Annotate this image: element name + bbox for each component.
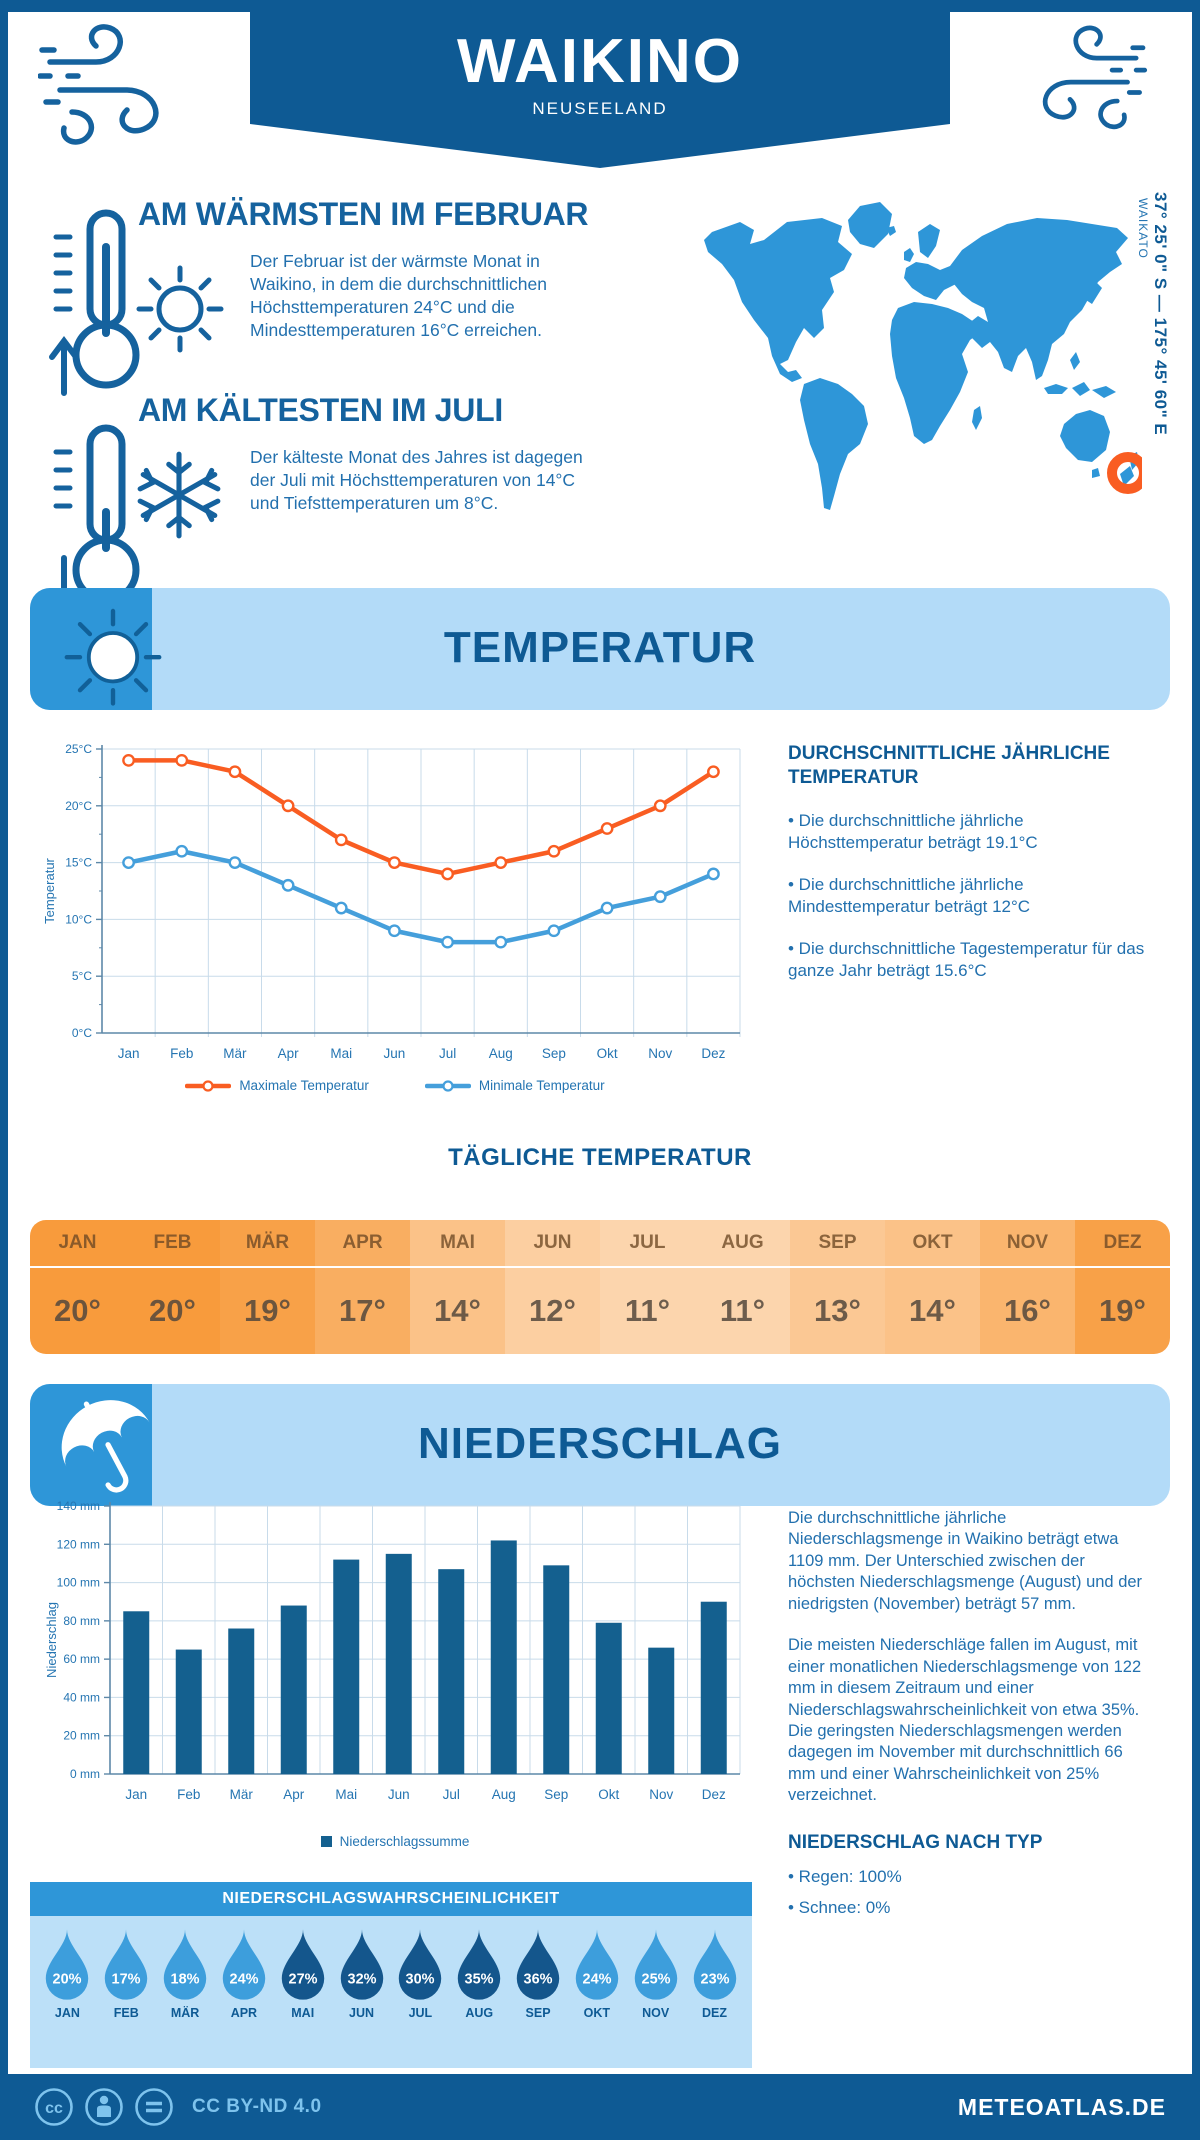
svg-text:80 mm: 80 mm [63,1613,100,1628]
wind-icon [38,20,188,148]
droplet-month-label: FEB [113,2006,139,2020]
svg-text:Apr: Apr [283,1787,305,1802]
svg-text:20°C: 20°C [65,798,92,813]
precipitation-probability-panel [30,1916,752,2068]
droplet-month-label: APR [230,2006,258,2020]
map-north-america [704,218,852,382]
droplet-cell [216,1926,272,2020]
droplet-month-label: OKT [583,2006,611,2020]
world-map [692,192,1142,542]
svg-text:Mai: Mai [330,1046,353,1061]
page-title: WAIKINO [456,27,744,96]
droplet-icon [40,1926,94,2002]
cc-icons [34,2087,322,2127]
svg-text:Aug: Aug [491,1787,516,1802]
map-madagascar [972,406,982,430]
daily-temp-value: 16° [1004,1293,1051,1328]
svg-text:24%: 24% [582,1971,612,1988]
droplet-cell [39,1926,95,2020]
precipitation-section-banner [30,1384,1170,1506]
svg-text:Feb: Feb [177,1787,201,1802]
daily-temp-column [600,1220,695,1354]
svg-text:35%: 35% [464,1971,494,1988]
thermometer-up-icon [46,205,141,400]
droplet-cell [98,1926,154,2020]
svg-text:Mär: Mär [229,1787,253,1802]
map-australia [1060,410,1110,462]
site-name: METEOATLAS.DE [957,2093,1166,2120]
page-subtitle: NEUSEELAND [532,99,668,118]
svg-text:Jun: Jun [387,1787,410,1802]
svg-text:23%: 23% [700,1971,729,1988]
droplet-cell [334,1926,390,2020]
precipitation-type-bullet: • Regen: 100% [788,1867,902,1887]
daily-temp-column [980,1220,1075,1354]
droplet-cell [392,1926,448,2020]
precipitation-by-type-heading: NIEDERSCHLAG NACH TYP [788,1831,1043,1853]
map-tasmania [1092,468,1100,478]
svg-text:32%: 32% [347,1971,377,1988]
droplet-cell [510,1926,566,2020]
region-text: WAIKATO [1136,198,1150,259]
daily-temp-column [695,1220,790,1354]
daily-temp-column [125,1220,220,1354]
precipitation-probability-header: NIEDERSCHLAGSWAHRSCHEINLICHKEIT [30,1882,752,1916]
svg-text:30%: 30% [405,1971,435,1988]
thermometer-down-icon [46,420,141,615]
legend-item: Minimale Temperatur [425,1078,605,1093]
daily-temp-month: SEP [790,1220,885,1268]
daily-temp-value: 11° [719,1293,766,1328]
svg-text:25°C: 25°C [65,742,92,756]
wind-icon [1012,22,1152,132]
page-frame-left [0,0,8,2140]
svg-text:140 mm: 140 mm [56,1499,100,1513]
daily-temp-month: DEZ [1075,1220,1170,1268]
droplet-cell [687,1926,743,2020]
droplet-icon [99,1926,153,2002]
precipitation-chart-legend [40,1834,750,1849]
svg-text:20%: 20% [52,1971,82,1988]
svg-text:Okt: Okt [598,1787,620,1802]
precipitation-paragraph: Die durchschnittliche jährliche Niederschlagsmenge in Waikino beträgt etwa 1109 mm. Der Unterschied zwischen der höchsten Niederschlagsmenge (August) und der niedrigsten (November) beträgt 57 mm. [788,1509,1143,1613]
droplet-month-label: SEP [525,2006,551,2020]
daily-temp-value: 12° [529,1293,576,1328]
droplet-month-label: JUN [349,2006,375,2020]
svg-text:Mai: Mai [335,1787,358,1802]
map-borneo [1072,382,1090,396]
svg-text:Jan: Jan [117,1046,140,1061]
daily-temp-value: 20° [149,1293,196,1328]
svg-text:100 mm: 100 mm [56,1575,100,1590]
coldest-body: Der kälteste Monat des Jahres ist dagegen der Juli mit Höchsttemperaturen von 14°C und Tiefsttemperaturen um 8°C. [250,447,583,514]
droplet-icon [217,1926,271,2002]
svg-text:Mär: Mär [223,1046,247,1061]
daily-temp-month: OKT [885,1220,980,1268]
map-africa [890,302,978,444]
droplet-icon [393,1926,447,2002]
droplet-cell [569,1926,625,2020]
temperature-chart-legend [40,1078,750,1093]
svg-text:Jul: Jul [438,1046,457,1061]
svg-text:Nov: Nov [649,1787,674,1802]
daily-temp-column [1075,1220,1170,1354]
svg-text:17%: 17% [111,1971,141,1988]
coldest-heading: AM KÄLTESTEN IM JULI [138,392,503,428]
droplet-icon [276,1926,330,2002]
droplet-icon [570,1926,624,2002]
cc-nd-icon [134,2087,174,2127]
svg-text:27%: 27% [288,1971,318,1988]
droplet-cell [275,1926,331,2020]
temperature-section-title: TEMPERATUR [443,623,757,672]
svg-text:60 mm: 60 mm [63,1652,100,1667]
droplet-month-label: MÄR [170,2006,200,2020]
precipitation-chart [40,1492,750,1822]
sun-icon [130,256,230,356]
map-coordinates-block [1136,192,1170,542]
daily-temp-month: AUG [695,1220,790,1268]
svg-text:Sep: Sep [541,1046,566,1061]
footer [0,2074,1200,2140]
svg-text:25%: 25% [641,1971,671,1988]
temperature-chart [40,733,750,1085]
droplet-month-label: MAI [291,2006,315,2020]
annual-temperature-bullet: • Die durchschnittliche jährliche Höchsttemperatur beträgt 19.1°C [788,810,1038,852]
annual-temperature-panel [788,742,1148,982]
daily-temp-value: 17° [339,1293,386,1328]
map-indonesia [1044,384,1068,394]
warmest-heading: AM WÄRMSTEN IM FEBRUAR [138,196,589,232]
svg-text:Apr: Apr [277,1046,299,1061]
svg-text:Nov: Nov [648,1046,673,1061]
svg-text:Dez: Dez [701,1787,726,1802]
warmest-body: Der Februar ist der wärmste Monat in Waikino, in dem die durchschnittlichen Höchsttemperaturen 24°C und die Mindesttemperaturen 16°C erreichen. [250,251,547,341]
droplet-icon [688,1926,742,2002]
droplet-month-label: NOV [642,2006,670,2020]
svg-text:40 mm: 40 mm [63,1690,100,1705]
legend-item: Niederschlagssumme [321,1834,470,1849]
daily-temp-month: NOV [980,1220,1075,1268]
map-uk [904,248,914,262]
temperature-section-banner [30,588,1170,710]
page-frame-right [1192,0,1200,2140]
daily-temp-value: 11° [624,1293,671,1328]
daily-temp-column [30,1220,125,1354]
svg-text:Dez: Dez [701,1046,726,1061]
daily-temp-value: 19° [1099,1293,1146,1328]
daily-temp-month: MAI [410,1220,505,1268]
svg-text:cc: cc [45,2100,63,2117]
daily-temp-column [220,1220,315,1354]
svg-text:0 mm: 0 mm [70,1767,100,1781]
svg-text:5°C: 5°C [71,969,92,984]
daily-temp-month: MÄR [220,1220,315,1268]
daily-temp-value: 13° [814,1293,861,1328]
daily-temp-value: 14° [434,1293,481,1328]
svg-text:18%: 18% [170,1971,200,1988]
daily-temp-column [315,1220,410,1354]
map-asia [948,218,1128,380]
droplet-month-label: JAN [54,2006,80,2020]
svg-text:120 mm: 120 mm [56,1537,100,1552]
droplet-icon [629,1926,683,2002]
precipitation-type-bullet: • Schnee: 0% [788,1897,891,1917]
svg-text:Jul: Jul [442,1787,460,1802]
daily-temp-value: 20° [54,1293,101,1328]
daily-temperature-table [30,1220,1170,1354]
svg-text:Jun: Jun [383,1046,406,1061]
droplet-cell [628,1926,684,2020]
legend-item: Maximale Temperatur [185,1078,369,1093]
daily-temp-column [885,1220,980,1354]
daily-temp-column [790,1220,885,1354]
droplet-month-label: AUG [465,2006,494,2020]
daily-temp-column [410,1220,505,1354]
page-frame-top [0,0,1200,12]
svg-text:20 mm: 20 mm [63,1728,100,1743]
svg-text:15°C: 15°C [65,855,92,870]
daily-temp-month: JUL [600,1220,695,1268]
droplet-month-label: DEZ [702,2006,728,2020]
svg-text:Okt: Okt [596,1046,618,1061]
map-new-guinea [1092,386,1116,398]
annual-temperature-heading: DURCHSCHNITTLICHE JÄHRLICHE TEMPERATUR [788,743,1110,788]
droplet-cell [451,1926,507,2020]
snowflake-icon [132,448,226,542]
svg-text:Sep: Sep [544,1787,569,1802]
svg-text:0°C: 0°C [71,1026,92,1040]
cc-icon [34,2087,74,2127]
daily-temp-month: APR [315,1220,410,1268]
droplet-icon [158,1926,212,2002]
precipitation-text-panel [788,1508,1148,1919]
map-philippines [1070,352,1080,370]
svg-text:24%: 24% [229,1971,259,1988]
svg-text:Feb: Feb [170,1046,194,1061]
daily-temp-value: 19° [244,1293,291,1328]
coordinates-text: 37° 25' 0" S — 175° 45' 60" E [1151,192,1170,436]
daily-temp-month: FEB [125,1220,220,1268]
daily-temp-value: 14° [909,1293,956,1328]
cc-by-icon [84,2087,124,2127]
license-text: CC BY-ND 4.0 [192,2096,322,2117]
droplet-cell [157,1926,213,2020]
droplet-icon [335,1926,389,2002]
svg-text:Niederschlag: Niederschlag [44,1602,59,1678]
precipitation-paragraph: Die meisten Niederschläge fallen im August, mit einer monatlichen Niederschlagsmenge von 122 mm in diesem Zeitraum und einer Niederschlagswahrscheinlichkeit von etwa 35%. Die geringsten Niederschlagsmengen werden dagegen im November mit durchschnittlich 66 mm und einer Wahrscheinlichkeit von 25% verzeichnet. [788,1636,1142,1805]
svg-text:10°C: 10°C [65,912,92,927]
precipitation-section-title: NIEDERSCHLAG [417,1419,783,1468]
header-banner [250,12,950,124]
daily-temp-month: JAN [30,1220,125,1268]
droplet-month-label: JUL [408,2006,433,2020]
map-greenland [848,202,892,248]
annual-temperature-bullet: • Die durchschnittliche jährliche Mindesttemperatur beträgt 12°C [788,874,1031,916]
droplet-icon [511,1926,565,2002]
daily-temp-month: JUN [505,1220,600,1268]
map-scandinavia [918,224,940,258]
daily-temperature-heading: TÄGLICHE TEMPERATUR [448,1144,752,1171]
svg-text:Temperatur: Temperatur [42,858,57,924]
droplet-icon [452,1926,506,2002]
svg-text:Aug: Aug [488,1046,513,1061]
header-banner-chevron [250,124,950,168]
annual-temperature-bullet: • Die durchschnittliche Tagestemperatur für das ganze Jahr beträgt 15.6°C [788,938,1145,980]
svg-text:36%: 36% [523,1971,553,1988]
map-south-america [800,378,868,510]
svg-text:Jan: Jan [125,1787,148,1802]
daily-temp-column [505,1220,600,1354]
